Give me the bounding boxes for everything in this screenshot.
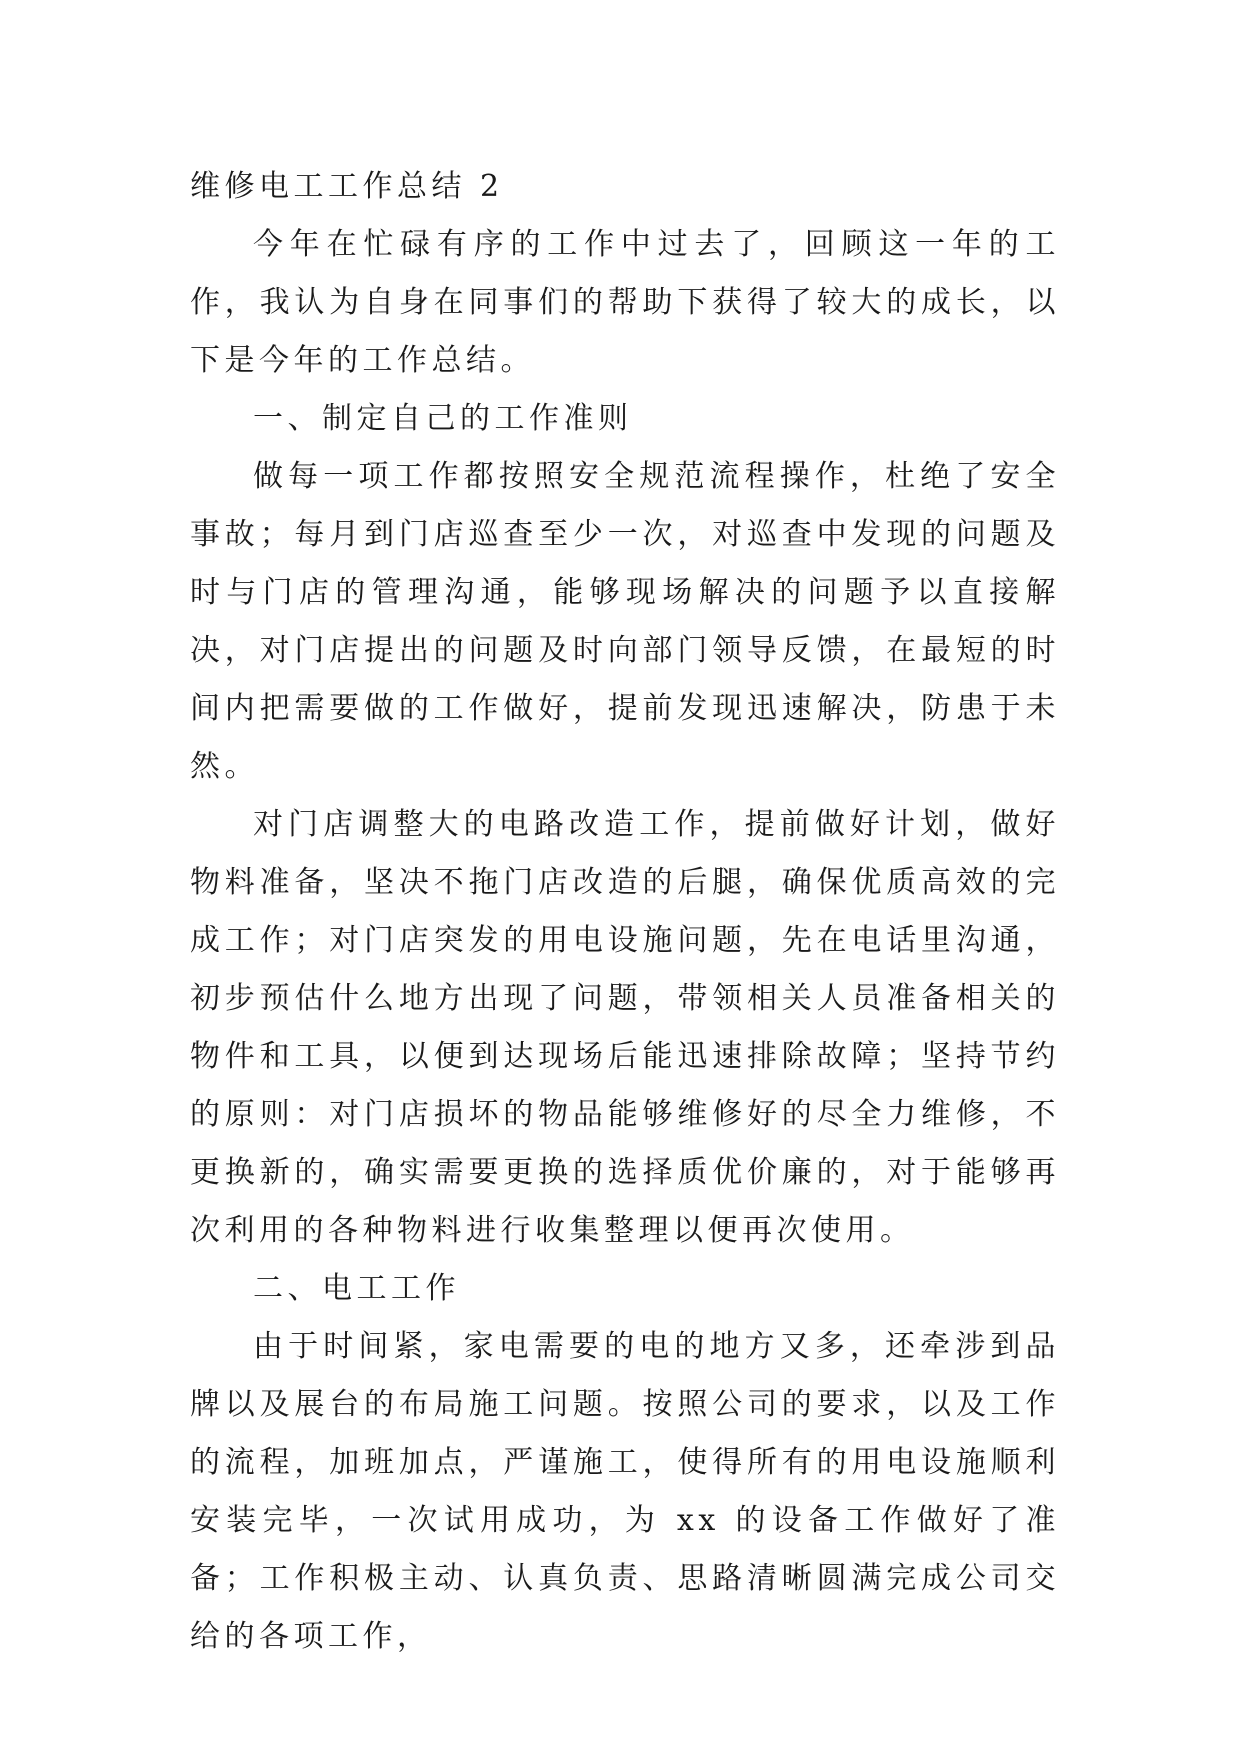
section-heading-2: 二、电工工作 [253,1271,460,1306]
section-1-paragraph-1: 做每一项工作都按照安全规范流程操作，杜绝了安全事故；每月到门店巡查至少一次，对巡查中发现的问题及时与门店的管理沟通，能够现场解决的问题予以直接解决，对门店提出的问题及时向部门领导反馈，在最短的时间内把需要做的工作做好，提前发现迅速解决，防患于未然。 [190,459,1060,784]
intro-paragraph: 今年在忙碌有序的工作中过去了，回顾这一年的工作，我认为自身在同事们的帮助下获得了较大的成长，以下是今年的工作总结。 [190,227,1060,378]
document-title: 维修电工工作总结 2 [190,169,504,204]
section-2-paragraph-1: 由于时间紧，家电需要的电的地方又多，还牵涉到品牌以及展台的布局施工问题。按照公司的要求，以及工作的流程，加班加点，严谨施工，使得所有的用电设施顺利安装完毕，一次试用成功，为 xx 的设备工作做好了准备；工作积极主动、认真负责、思路清晰圆满完成公司交给的各项工作， [190,1329,1060,1654]
section-heading-1: 一、制定自己的工作准则 [253,401,633,436]
section-1-paragraph-2: 对门店调整大的电路改造工作，提前做好计划，做好物料准备，坚决不拖门店改造的后腿，确保优质高效的完成工作；对门店突发的用电设施问题，先在电话里沟通，初步预估什么地方出现了问题，带领相关人员准备相关的物件和工具，以便到达现场后能迅速排除故障；坚持节约的原则：对门店损坏的物品能够维修好的尽全力维修，不更换新的，确实需要更换的选择质优价廉的，对于能够再次利用的各种物料进行收集整理以便再次使用。 [190,807,1060,1248]
document-body [190,158,1060,1666]
